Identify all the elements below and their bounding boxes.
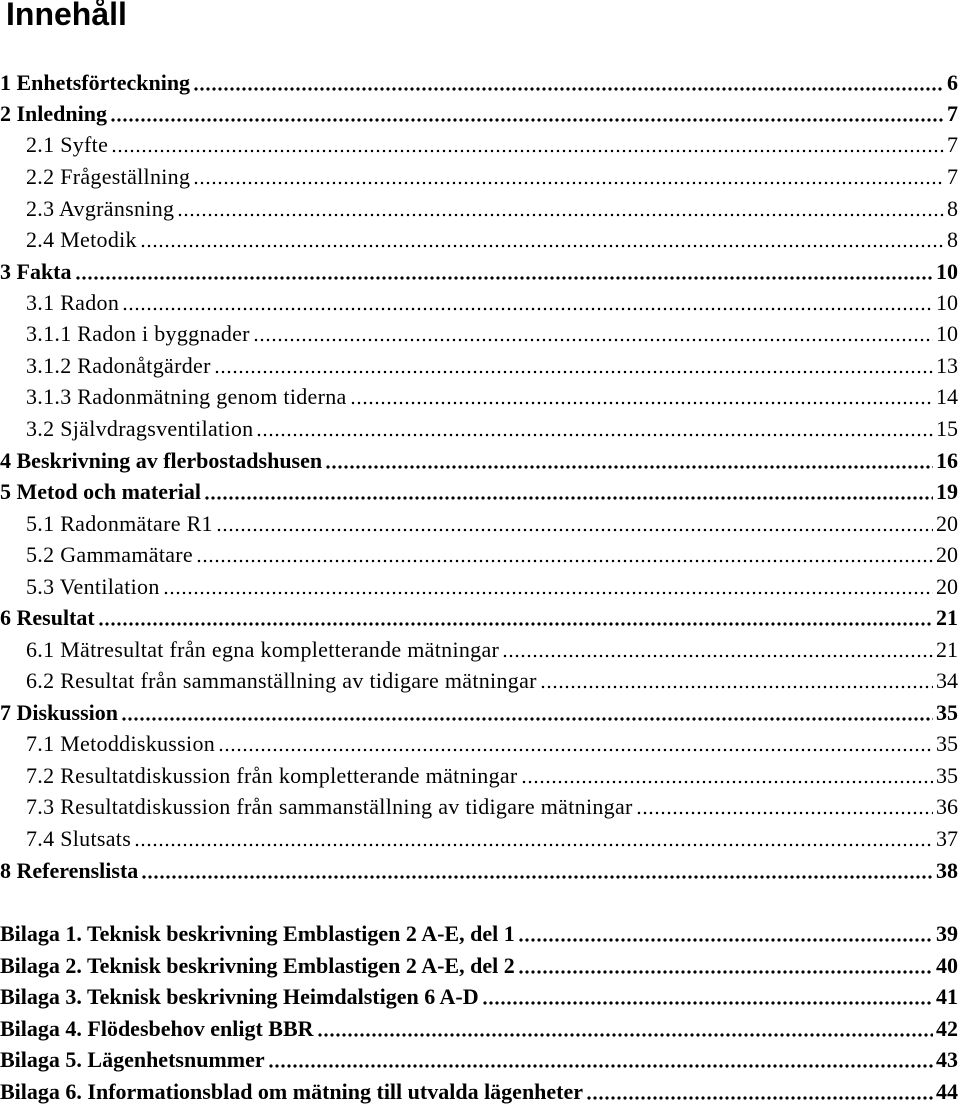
toc-entry[interactable]	[0, 69, 958, 97]
toc-entry-title: 5.2 Gammamätare	[26, 542, 193, 567]
toc-entry[interactable]	[0, 100, 958, 128]
dot-leader	[204, 486, 933, 500]
appendix-entry[interactable]	[0, 1078, 958, 1106]
dot-leader	[218, 738, 933, 752]
toc-entry-page: 15	[936, 416, 958, 441]
dot-leader	[256, 423, 933, 437]
appendix-entry-title: Bilaga 1. Teknisk beskrivning Emblastigen 2 A-E, del 1	[0, 921, 515, 946]
toc-entry[interactable]	[0, 320, 958, 348]
appendix-entry[interactable]	[0, 920, 958, 948]
appendix-entry-title: Bilaga 5. Lägenhetsnummer	[0, 1047, 265, 1072]
toc-entry-page: 36	[936, 794, 958, 819]
toc-entry-page: 7	[947, 164, 958, 189]
dot-leader	[98, 612, 933, 626]
toc-entry-title: 5 Metod och material	[0, 479, 201, 504]
toc-entry-title: 3.1.3 Radonmätning genom tiderna	[26, 384, 347, 409]
toc-entry-title: 3.1.1 Radon i byggnader	[26, 321, 250, 346]
dot-leader	[110, 108, 944, 122]
toc-entry-title: 2.1 Syfte	[26, 132, 109, 157]
appendix-entry[interactable]	[0, 1046, 958, 1074]
dot-leader	[75, 266, 934, 280]
dot-leader	[193, 171, 944, 185]
toc-entry[interactable]	[0, 163, 958, 191]
toc-entry-page: 13	[936, 353, 958, 378]
dot-leader	[214, 360, 933, 374]
toc-entry-title: 3.1.2 Radonåtgärder	[26, 353, 211, 378]
dot-leader	[482, 991, 933, 1005]
toc-entry-page: 8	[947, 227, 958, 252]
dot-leader	[140, 234, 944, 248]
dot-leader	[518, 960, 933, 974]
toc-entry-title: 2.3 Avgränsning	[26, 196, 175, 221]
toc-entry-page: 34	[936, 668, 958, 693]
toc-entry[interactable]	[0, 825, 958, 853]
dot-leader	[636, 801, 933, 815]
toc-entry-title: 7.4 Slutsats	[26, 826, 132, 851]
toc-entry[interactable]	[0, 793, 958, 821]
toc-entry-title: 6.1 Mätresultat från egna kompletterande mätningar	[26, 637, 500, 662]
toc-entry[interactable]	[0, 541, 958, 569]
dot-leader	[350, 391, 933, 405]
toc-entry-title: 6.2 Resultat från sammanställning av tidigare mätningar	[26, 668, 537, 693]
appendix-entry-page: 40	[936, 953, 958, 978]
toc-entry-title: 2 Inledning	[0, 101, 107, 126]
toc-entry[interactable]	[0, 699, 958, 727]
appendix-entry-page: 41	[936, 984, 958, 1009]
dot-leader	[122, 297, 933, 311]
appendix-entry-page: 39	[936, 921, 958, 946]
dot-leader	[141, 865, 933, 879]
toc-entry[interactable]	[0, 510, 958, 538]
toc-entry-title: 7 Diskussion	[0, 700, 119, 725]
toc-entry-page: 35	[936, 731, 958, 756]
toc-entry-page: 8	[947, 196, 958, 221]
toc-entry[interactable]	[0, 383, 958, 411]
appendix-entry-title: Bilaga 6. Informationsblad om mätning till utvalda lägenheter	[0, 1079, 584, 1104]
dot-leader	[134, 833, 933, 847]
page-title: Innehåll	[6, 0, 127, 32]
appendix-entry-page: 44	[936, 1079, 958, 1104]
toc-entry-title: 5.1 Radonmätare R1	[26, 511, 213, 536]
toc-entry[interactable]	[0, 604, 958, 632]
toc-entry-page: 21	[936, 605, 958, 630]
dot-leader	[216, 518, 933, 532]
dot-leader	[268, 1054, 933, 1068]
appendix-entry[interactable]	[0, 1015, 958, 1043]
dot-leader	[518, 928, 933, 942]
toc-entry-page: 35	[936, 763, 958, 788]
toc-entry[interactable]	[0, 857, 958, 885]
toc-entry-page: 7	[947, 132, 958, 157]
dot-leader	[121, 707, 933, 721]
toc-entry[interactable]	[0, 730, 958, 758]
dot-leader	[196, 549, 933, 563]
toc-entry-title: 8 Referenslista	[0, 858, 139, 883]
toc-entry-title: 1 Enhetsförteckning	[0, 70, 191, 95]
toc-entry-title: 7.2 Resultatdiskussion från kompletterande mätningar	[26, 763, 518, 788]
dot-leader	[193, 77, 944, 91]
dot-leader	[317, 1023, 933, 1037]
toc-entry-page: 14	[936, 384, 958, 409]
toc-entry[interactable]	[0, 762, 958, 790]
toc-entry-page: 20	[936, 542, 958, 567]
toc-entry-title: 3.1 Radon	[26, 290, 120, 315]
toc-entry-page: 21	[936, 637, 958, 662]
dot-leader	[521, 770, 933, 784]
appendix-entry[interactable]	[0, 983, 958, 1011]
dot-leader	[163, 581, 933, 595]
toc-entry[interactable]	[0, 226, 958, 254]
toc-entry[interactable]	[0, 478, 958, 506]
appendix-entry-page: 42	[936, 1016, 958, 1041]
toc-entry-page: 10	[936, 290, 958, 315]
toc-entry[interactable]	[0, 667, 958, 695]
toc-entry-title: 4 Beskrivning av flerbostadshusen	[0, 448, 323, 473]
toc-entry-page: 19	[936, 479, 958, 504]
toc-entry-page: 16	[936, 448, 958, 473]
dot-leader	[540, 675, 933, 689]
appendix-entry[interactable]	[0, 952, 958, 980]
toc-entry-title: 7.3 Resultatdiskussion från sammanställning av tidigare mätningar	[26, 794, 633, 819]
toc-entry-page: 37	[936, 826, 958, 851]
dot-leader	[111, 139, 944, 153]
toc-entry-page: 7	[947, 101, 958, 126]
toc-entry[interactable]	[0, 258, 958, 286]
dot-leader	[586, 1086, 933, 1100]
toc-entry-page: 6	[947, 70, 958, 95]
toc-entry[interactable]	[0, 131, 958, 159]
toc-entry-page: 20	[936, 511, 958, 536]
toc-entry[interactable]	[0, 352, 958, 380]
toc-entry-title: 3.2 Självdragsventilation	[26, 416, 254, 441]
toc-entry[interactable]	[0, 636, 958, 664]
toc-entry-title: 6 Resultat	[0, 605, 95, 630]
toc-entry-page: 35	[936, 700, 958, 725]
dot-leader	[325, 455, 933, 469]
toc-entry-title: 2.2 Frågeställning	[26, 164, 191, 189]
appendix-entry-title: Bilaga 4. Flödesbehov enligt BBR	[0, 1016, 314, 1041]
appendix-entry-page: 43	[936, 1047, 958, 1072]
toc-entry[interactable]	[0, 195, 958, 223]
toc-entry-page: 20	[936, 574, 958, 599]
toc-entry-title: 7.1 Metoddiskussion	[26, 731, 216, 756]
dot-leader	[177, 203, 944, 217]
toc-entry[interactable]	[0, 447, 958, 475]
toc-entry[interactable]	[0, 289, 958, 317]
toc-entry-title: 3 Fakta	[0, 259, 72, 284]
dot-leader	[502, 644, 933, 658]
toc-entry[interactable]	[0, 573, 958, 601]
toc-entry-title: 2.4 Metodik	[26, 227, 137, 252]
appendix-entry-title: Bilaga 3. Teknisk beskrivning Heimdalstigen 6 A-D	[0, 984, 479, 1009]
toc-entry-page: 38	[936, 858, 958, 883]
appendix-entry-title: Bilaga 2. Teknisk beskrivning Emblastigen 2 A-E, del 2	[0, 953, 515, 978]
toc-entry-page: 10	[936, 259, 958, 284]
toc-entry[interactable]	[0, 415, 958, 443]
toc-entry-page: 10	[936, 321, 958, 346]
toc-entry-title: 5.3 Ventilation	[26, 574, 160, 599]
dot-leader	[253, 328, 933, 342]
